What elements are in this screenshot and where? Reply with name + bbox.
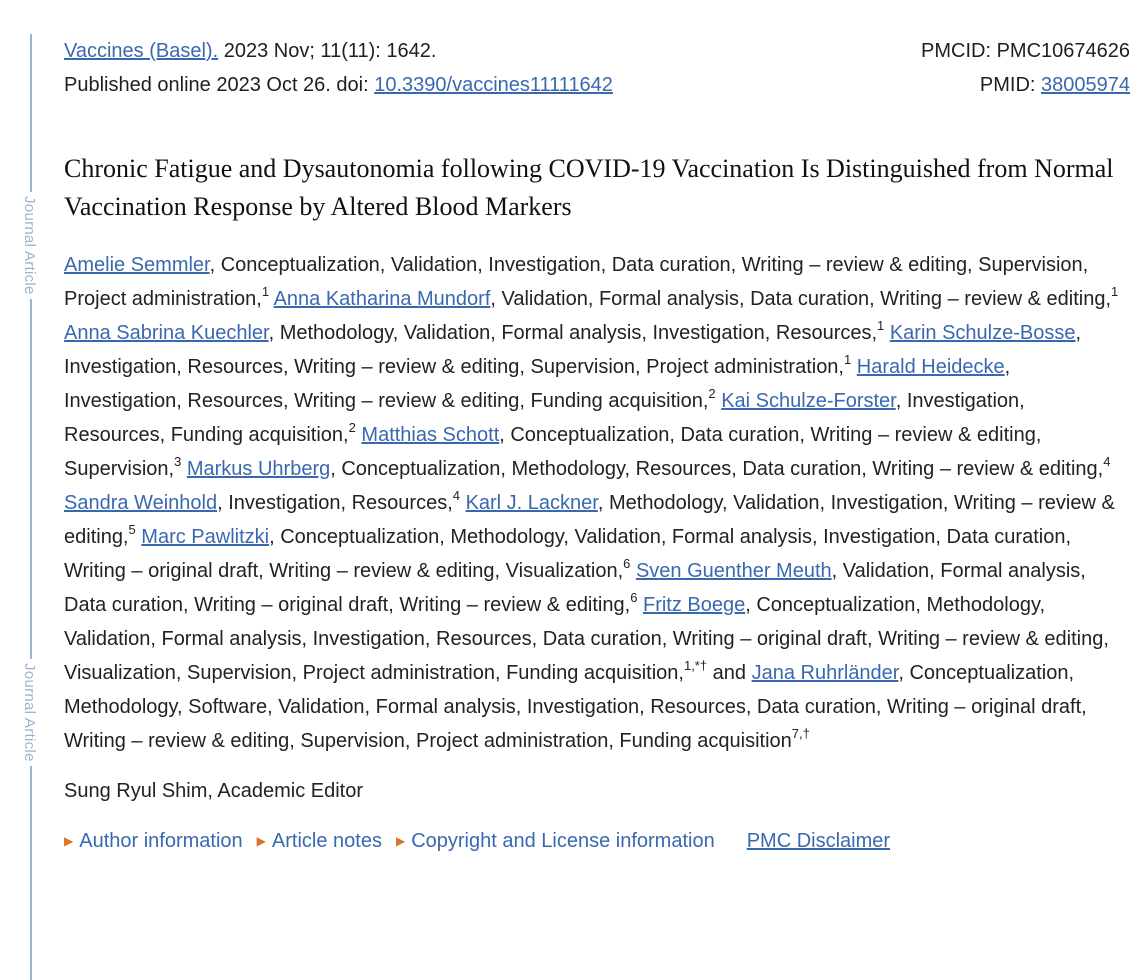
author-roles: , Investigation, Resources, Writing – review & editing, Supervision, Project administration, <box>64 322 1082 378</box>
affiliation-marker: 6 <box>630 590 638 605</box>
affiliation-marker: 1 <box>877 318 885 333</box>
author-roles: , Conceptualization, Methodology, Validation, Formal analysis, Investigation, Data curation, Writing – original draft, Writing – review & editing, Visualization, <box>64 526 1072 582</box>
author-link[interactable]: Fritz Boege <box>642 594 746 616</box>
pmcid: PMCID: PMC10674626 <box>921 40 1130 62</box>
pmid-link[interactable]: 38005974 <box>1041 74 1130 96</box>
affiliation-marker: 4 <box>452 488 460 503</box>
author-link[interactable]: Amelie Semmler <box>64 254 210 276</box>
author-roles: , Investigation, Resources, Writing – review & editing, Funding acquisition, <box>64 356 1011 412</box>
author-roles: , Validation, Formal analysis, Data curation, Writing – original draft, Writing – review & editing, <box>64 560 1086 616</box>
affiliation-marker: 1 <box>261 284 270 299</box>
published-info <box>64 68 613 102</box>
affiliation-marker: 3 <box>174 454 182 469</box>
copyright-toggle[interactable] <box>396 824 715 858</box>
academic-editor: Sung Ryul Shim, Academic Editor <box>64 780 364 802</box>
author-roles: , Conceptualization, Validation, Investigation, Data curation, Writing – review & editing, Supervision, Project administration, <box>64 254 1089 310</box>
affiliation-marker: 1 <box>1111 284 1119 299</box>
affiliation-marker: 4 <box>1103 454 1111 469</box>
author-link[interactable]: Anna Katharina Mundorf <box>273 288 491 310</box>
article-links <box>64 824 1130 858</box>
author-information-toggle[interactable] <box>64 824 243 858</box>
author-conjunction: and <box>707 662 752 684</box>
triangle-right-icon: ▶ <box>395 834 406 848</box>
author-link[interactable]: Karin Schulze-Bosse <box>889 322 1076 344</box>
citation-row-2 <box>64 68 1130 102</box>
author-link[interactable]: Karl J. Lackner <box>465 492 598 514</box>
article-notes-toggle[interactable] <box>257 824 382 858</box>
author-link[interactable]: Sandra Weinhold <box>64 492 218 514</box>
citation-row-1 <box>64 34 1130 68</box>
triangle-right-icon: ▶ <box>256 834 266 848</box>
author-link[interactable]: Markus Uhrberg <box>186 458 331 480</box>
author-list <box>64 248 1130 758</box>
author-link[interactable]: Anna Sabrina Kuechler <box>64 322 269 344</box>
citation-issue: 2023 Nov; 11(11): 1642. <box>218 40 437 62</box>
author-roles: , Conceptualization, Methodology, Software, Validation, Formal analysis, Investigation, Resources, Data curation, Writing – original draft, Writing – review & editing, Supervision, Project administration, Funding acquisition <box>64 662 1087 752</box>
pmid-label: PMID: <box>979 74 1042 96</box>
pmc-disclaimer-link[interactable]: PMC Disclaimer <box>746 830 891 852</box>
affiliation-marker: 7,† <box>791 726 810 741</box>
author-link[interactable]: Harald Heidecke <box>856 356 1005 378</box>
author-roles: , Methodology, Validation, Formal analysis, Investigation, Resources, <box>268 322 878 344</box>
author-roles: , Investigation, Resources, <box>217 492 453 514</box>
article-header <box>64 34 1130 858</box>
journal-link[interactable]: Vaccines (Basel). <box>64 40 219 62</box>
article-notes-label: Article notes <box>271 830 382 852</box>
triangle-right-icon: ▶ <box>64 834 74 848</box>
affiliation-marker: 5 <box>128 522 136 537</box>
affiliation-marker: 1,*† <box>683 658 708 673</box>
author-link[interactable]: Matthias Schott <box>361 424 500 446</box>
article-title: Chronic Fatigue and Dysautonomia following COVID-19 Vaccination Is Distinguished from Normal Vaccination Response by Altered Blood Markers <box>64 154 1114 221</box>
author-link[interactable]: Marc Pawlitzki <box>141 526 270 548</box>
author-roles: , Conceptualization, Data curation, Writing – review & editing, Supervision, <box>64 424 1042 480</box>
author-link[interactable]: Sven Guenther Meuth <box>635 560 832 582</box>
citation-left <box>64 34 436 68</box>
affiliation-marker: 2 <box>708 386 716 401</box>
doi-link[interactable]: 10.3390/vaccines11111642 <box>374 74 613 96</box>
author-roles: , Conceptualization, Methodology, Validation, Formal analysis, Investigation, Resources, Data curation, Writing – original draft, Writing – review & editing, Visualization, Supervision, Project administration, Funding acquisition, <box>64 594 1109 684</box>
affiliation-marker: 2 <box>348 420 356 435</box>
copyright-label: Copyright and License information <box>411 830 715 852</box>
pmid <box>980 68 1130 102</box>
author-roles: , Methodology, Validation, Investigation, Writing – review & editing, <box>64 492 1115 548</box>
author-roles: , Investigation, Resources, Funding acquisition, <box>64 390 1025 446</box>
affiliation-marker: 6 <box>623 556 631 571</box>
journal-article-rail <box>21 34 38 980</box>
author-roles: , Conceptualization, Methodology, Resources, Data curation, Writing – review & editing, <box>330 458 1104 480</box>
published-text: Published online 2023 Oct 26. doi: <box>64 74 375 96</box>
author-link[interactable]: Jana Ruhrländer <box>751 662 899 684</box>
author-roles: , Validation, Formal analysis, Data curation, Writing – review & editing, <box>490 288 1112 310</box>
author-information-label: Author information <box>79 830 243 852</box>
rail-label-top: Journal Article <box>24 192 38 299</box>
author-link[interactable]: Kai Schulze-Forster <box>721 390 896 412</box>
affiliation-marker: 1 <box>844 352 852 367</box>
rail-label-bottom: Journal Article <box>24 659 38 766</box>
rail-line <box>30 34 32 980</box>
